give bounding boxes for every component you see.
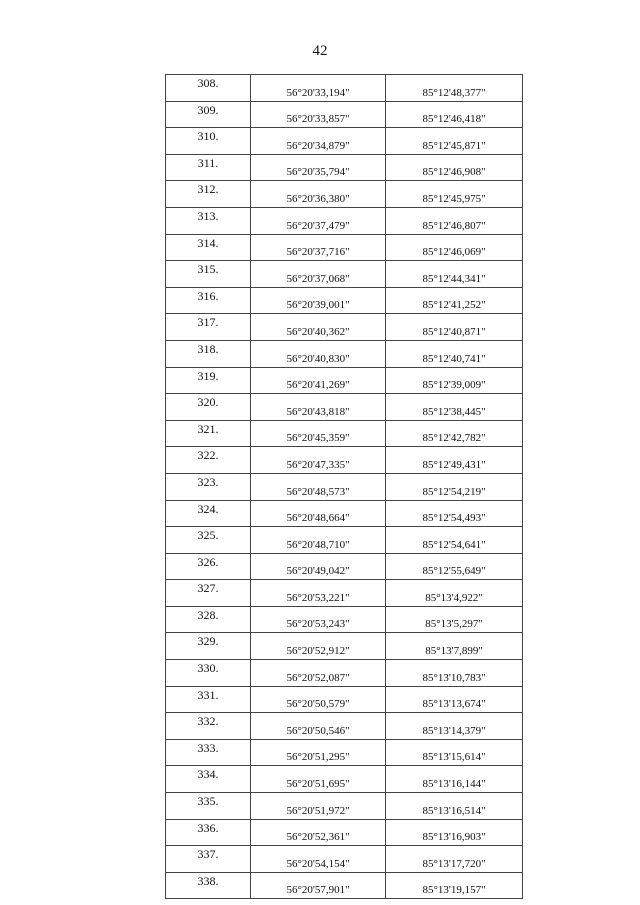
table-row (166, 154, 523, 181)
latitude-cell: 56°20'57,901" (251, 872, 386, 899)
latitude-cell: 56°20'52,912" (251, 633, 386, 660)
latitude-cell: 56°20'33,857" (251, 101, 386, 128)
point-number: 308. (166, 75, 251, 102)
latitude-cell: 56°20'48,710" (251, 527, 386, 554)
longitude-cell: 85°12'46,069" (386, 234, 523, 261)
table-row (166, 287, 523, 314)
table-row (166, 633, 523, 660)
latitude-cell: 56°20'45,359" (251, 420, 386, 447)
point-number: 313. (166, 207, 251, 234)
longitude-cell: 85°13'16,514" (386, 793, 523, 820)
point-number: 325. (166, 527, 251, 554)
point-number: 317. (166, 314, 251, 341)
latitude-cell: 56°20'51,295" (251, 739, 386, 766)
latitude-cell: 56°20'37,716" (251, 234, 386, 261)
table-row (166, 553, 523, 580)
table-row (166, 527, 523, 554)
table-row (166, 75, 523, 102)
latitude-cell: 56°20'48,664" (251, 500, 386, 527)
latitude-cell: 56°20'33,194" (251, 75, 386, 102)
longitude-cell: 85°12'40,741" (386, 340, 523, 367)
table-row (166, 739, 523, 766)
coordinates-table-body (166, 75, 523, 899)
table-row (166, 606, 523, 633)
point-number: 320. (166, 394, 251, 421)
table-row (166, 793, 523, 820)
latitude-cell: 56°20'43,818" (251, 394, 386, 421)
latitude-cell: 56°20'50,579" (251, 686, 386, 713)
point-number: 330. (166, 660, 251, 687)
longitude-cell: 85°13'15,614" (386, 739, 523, 766)
longitude-cell: 85°12'46,418" (386, 101, 523, 128)
latitude-cell: 56°20'47,335" (251, 447, 386, 474)
table-row (166, 420, 523, 447)
latitude-cell: 56°20'34,879" (251, 128, 386, 155)
table-row (166, 713, 523, 740)
longitude-cell: 85°13'14,379" (386, 713, 523, 740)
latitude-cell: 56°20'54,154" (251, 846, 386, 873)
point-number: 331. (166, 686, 251, 713)
longitude-cell: 85°12'46,908" (386, 154, 523, 181)
table-row (166, 819, 523, 846)
point-number: 332. (166, 713, 251, 740)
longitude-cell: 85°12'45,975" (386, 181, 523, 208)
point-number: 314. (166, 234, 251, 261)
latitude-cell: 56°20'51,695" (251, 766, 386, 793)
table-row (166, 314, 523, 341)
table-row (166, 686, 523, 713)
longitude-cell: 85°13'19,157" (386, 872, 523, 899)
table-row (166, 181, 523, 208)
longitude-cell: 85°12'40,871" (386, 314, 523, 341)
table-row (166, 580, 523, 607)
table-row (166, 872, 523, 899)
point-number: 326. (166, 553, 251, 580)
table-row (166, 261, 523, 288)
table-row (166, 766, 523, 793)
latitude-cell: 56°20'52,361" (251, 819, 386, 846)
point-number: 318. (166, 340, 251, 367)
table-row (166, 394, 523, 421)
point-number: 316. (166, 287, 251, 314)
point-number: 333. (166, 739, 251, 766)
point-number: 328. (166, 606, 251, 633)
longitude-cell: 85°13'7,899" (386, 633, 523, 660)
longitude-cell: 85°12'39,009" (386, 367, 523, 394)
point-number: 319. (166, 367, 251, 394)
longitude-cell: 85°13'16,903" (386, 819, 523, 846)
table-row (166, 234, 523, 261)
latitude-cell: 56°20'51,972" (251, 793, 386, 820)
latitude-cell: 56°20'35,794" (251, 154, 386, 181)
coordinates-table (165, 74, 523, 899)
point-number: 315. (166, 261, 251, 288)
point-number: 310. (166, 128, 251, 155)
latitude-cell: 56°20'53,243" (251, 606, 386, 633)
point-number: 327. (166, 580, 251, 607)
longitude-cell: 85°13'5,297" (386, 606, 523, 633)
table-row (166, 846, 523, 873)
longitude-cell: 85°12'38,445" (386, 394, 523, 421)
longitude-cell: 85°13'10,783" (386, 660, 523, 687)
table-row (166, 367, 523, 394)
longitude-cell: 85°12'54,493" (386, 500, 523, 527)
latitude-cell: 56°20'48,573" (251, 473, 386, 500)
longitude-cell: 85°12'49,431" (386, 447, 523, 474)
table-row (166, 447, 523, 474)
point-number: 334. (166, 766, 251, 793)
point-number: 322. (166, 447, 251, 474)
point-number: 337. (166, 846, 251, 873)
point-number: 329. (166, 633, 251, 660)
longitude-cell: 85°12'45,871" (386, 128, 523, 155)
page-number: 42 (312, 43, 328, 59)
longitude-cell: 85°12'46,807" (386, 207, 523, 234)
latitude-cell: 56°20'40,362" (251, 314, 386, 341)
point-number: 336. (166, 819, 251, 846)
longitude-cell: 85°12'48,377" (386, 75, 523, 102)
longitude-cell: 85°12'54,641" (386, 527, 523, 554)
longitude-cell: 85°12'54,219" (386, 473, 523, 500)
table-row (166, 473, 523, 500)
latitude-cell: 56°20'41,269" (251, 367, 386, 394)
longitude-cell: 85°13'16,144" (386, 766, 523, 793)
latitude-cell: 56°20'39,001" (251, 287, 386, 314)
longitude-cell: 85°12'55,649" (386, 553, 523, 580)
longitude-cell: 85°12'41,252" (386, 287, 523, 314)
point-number: 335. (166, 793, 251, 820)
point-number: 309. (166, 101, 251, 128)
latitude-cell: 56°20'37,479" (251, 207, 386, 234)
point-number: 311. (166, 154, 251, 181)
latitude-cell: 56°20'36,380" (251, 181, 386, 208)
point-number: 312. (166, 181, 251, 208)
latitude-cell: 56°20'49,042" (251, 553, 386, 580)
longitude-cell: 85°13'4,922" (386, 580, 523, 607)
longitude-cell: 85°12'44,341" (386, 261, 523, 288)
table-row (166, 128, 523, 155)
latitude-cell: 56°20'37,068" (251, 261, 386, 288)
latitude-cell: 56°20'50,546" (251, 713, 386, 740)
latitude-cell: 56°20'40,830" (251, 340, 386, 367)
longitude-cell: 85°12'42,782" (386, 420, 523, 447)
latitude-cell: 56°20'52,087" (251, 660, 386, 687)
table-row (166, 340, 523, 367)
point-number: 324. (166, 500, 251, 527)
table-row (166, 660, 523, 687)
table-row (166, 207, 523, 234)
table-row (166, 101, 523, 128)
table-row (166, 500, 523, 527)
longitude-cell: 85°13'13,674" (386, 686, 523, 713)
point-number: 321. (166, 420, 251, 447)
latitude-cell: 56°20'53,221" (251, 580, 386, 607)
longitude-cell: 85°13'17,720" (386, 846, 523, 873)
point-number: 338. (166, 872, 251, 899)
point-number: 323. (166, 473, 251, 500)
